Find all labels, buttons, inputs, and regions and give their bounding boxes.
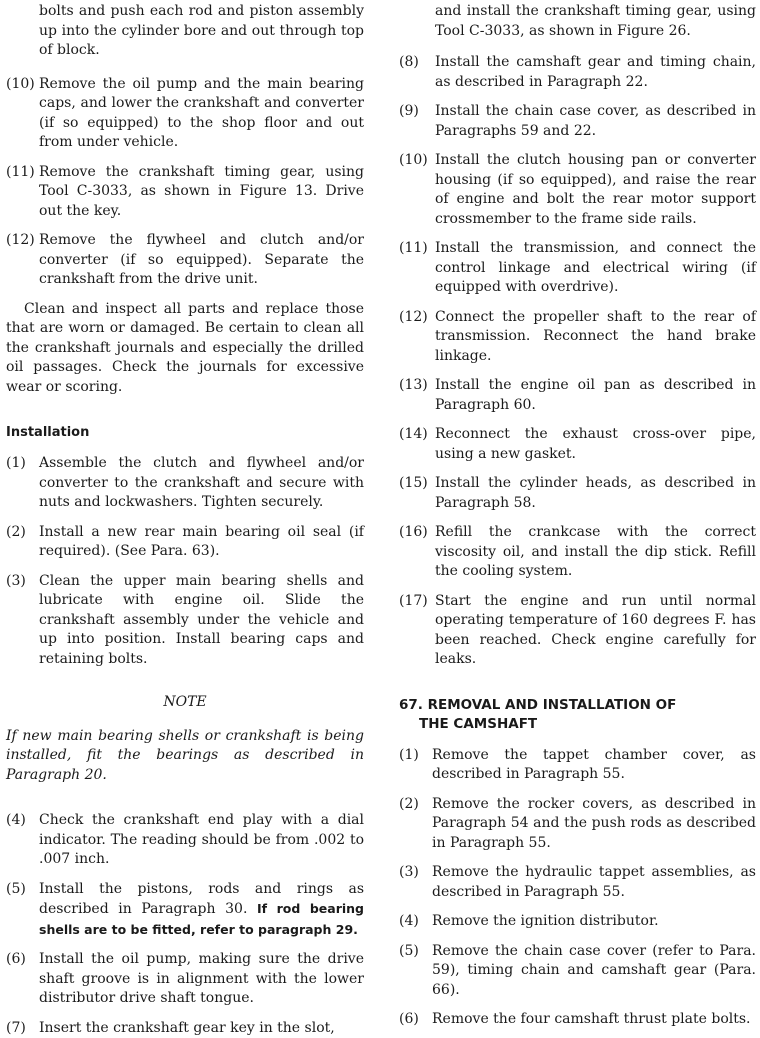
note-text: If new main bearing shells or crankshaft is being installed, fit the bearings as described in Paragraph 20. [6, 727, 364, 786]
item-number: (6) [6, 950, 39, 1009]
list-item [6, 523, 364, 562]
item-text: Refill the crankcase with the correct viscosity oil, and install the dip stick. Refill the cooling system. [435, 523, 756, 582]
note-title: NOTE [6, 693, 364, 713]
item-text: Install a new rear main bearing oil seal (if required). (See Para. 63). [39, 523, 364, 562]
item-number: (4) [399, 912, 432, 932]
item-number: (1) [399, 746, 432, 785]
list-item [399, 474, 756, 513]
item-number: (4) [6, 811, 39, 870]
item-number: (7) [6, 1019, 39, 1038]
list-item [399, 863, 756, 902]
list-item [6, 163, 364, 222]
item-text: Reconnect the exhaust cross-over pipe, using a new gasket. [435, 425, 756, 464]
item-text: Remove the oil pump and the main bearing caps, and lower the crankshaft and converter (if so equipped) to the shop floor and out from under vehicle. [39, 75, 364, 153]
list-item [399, 376, 756, 415]
item-number: (11) [6, 163, 39, 222]
item-text: Connect the propeller shaft to the rear of transmission. Reconnect the hand brake linkage. [435, 308, 756, 367]
item-text: Install the engine oil pan as described in Paragraph 60. [435, 376, 756, 415]
item-text-bold: If rod bearing shells are to be fitted, refer to paragraph 29. [39, 901, 364, 937]
item-text [39, 880, 364, 941]
item-number: (10) [6, 75, 39, 153]
list-item [399, 523, 756, 582]
item-text-regular: Install the pistons, rods and rings as described in Paragraph 30. [39, 881, 364, 918]
right-column [399, 0, 756, 1030]
item-number: (1) [6, 454, 39, 513]
list-item [399, 942, 756, 1001]
list-item [399, 239, 756, 298]
list-item [399, 746, 756, 785]
item-number: (5) [399, 942, 432, 1001]
item-number: (12) [6, 231, 39, 290]
list-item [6, 75, 364, 153]
list-item [399, 102, 756, 141]
item-text: Remove the flywheel and clutch and/or converter (if so equipped). Separate the crankshaft from the drive unit. [39, 231, 364, 290]
item-number: (16) [399, 523, 435, 582]
item-text: Remove the tappet chamber cover, as described in Paragraph 55. [432, 746, 756, 785]
list-item [6, 231, 364, 290]
item-text: Assemble the clutch and flywheel and/or converter to the crankshaft and secure with nuts and lockwashers. Tighten securely. [39, 454, 364, 513]
item-number: (5) [6, 880, 39, 941]
item-text: Install the clutch housing pan or converter housing (if so equipped), and raise the rear of engine and bolt the rear motor support crossmember to the frame side rails. [435, 151, 756, 229]
installation-heading: Installation [6, 423, 364, 442]
right-steps-list [399, 53, 756, 670]
item-text: Remove the rocker covers, as described in Paragraph 54 and the push rods as described in Paragraph 55. [432, 795, 756, 854]
item-text: Remove the ignition distributor. [432, 912, 756, 932]
section-heading [399, 696, 756, 734]
list-item [399, 795, 756, 854]
item-number: (2) [399, 795, 432, 854]
item-text: Remove the chain case cover (refer to Para. 59), timing chain and camshaft gear (Para. 66). [432, 942, 756, 1001]
item-text: Start the engine and run until normal operating temperature of 160 degrees F. has been reached. Check engine carefully for leaks. [435, 592, 756, 670]
item-text: Install the transmission, and connect the control linkage and electrical wiring (if equipped with overdrive). [435, 239, 756, 298]
right-continuation: and install the crankshaft timing gear, using Tool C-3033, as shown in Figure 26. [399, 2, 756, 41]
item-number: (15) [399, 474, 435, 513]
list-item [6, 1019, 364, 1038]
item-number: (10) [399, 151, 435, 229]
list-item [399, 308, 756, 367]
list-item [399, 592, 756, 670]
item-number: (3) [399, 863, 432, 902]
item-number: (3) [6, 572, 39, 670]
clean-paragraph: Clean and inspect all parts and replace those that are worn or damaged. Be certain to clean all the crankshaft journals and especially the drilled oil passages. Check the journals for excessive wear or scoring. [6, 300, 364, 398]
item-number: (2) [6, 523, 39, 562]
intro-continuation: bolts and push each rod and piston assembly up into the cylinder bore and out through top of block. [6, 2, 364, 61]
item-number: (17) [399, 592, 435, 670]
item-number: (12) [399, 308, 435, 367]
item-text: Install the chain case cover, as described in Paragraphs 59 and 22. [435, 102, 756, 141]
list-item [399, 53, 756, 92]
list-item [399, 912, 756, 932]
item-text: Install the oil pump, making sure the drive shaft groove is in alignment with the lower distributor drive shaft tongue. [39, 950, 364, 1009]
list-item [399, 425, 756, 464]
list-item [6, 950, 364, 1009]
item-number: (8) [399, 53, 435, 92]
item-number: (11) [399, 239, 435, 298]
list-item [399, 151, 756, 229]
item-number: (9) [399, 102, 435, 141]
item-text: Remove the crankshaft timing gear, using Tool C-3033, as shown in Figure 13. Drive out the key. [39, 163, 364, 222]
list-item [6, 454, 364, 513]
item-text: Remove the hydraulic tappet assemblies, as described in Paragraph 55. [432, 863, 756, 902]
section-heading-line1: 67. REMOVAL AND INSTALLATION OF [399, 697, 676, 713]
item-text: Check the crankshaft end play with a dial indicator. The reading should be from .002 to .007 inch. [39, 811, 364, 870]
list-item [6, 572, 364, 670]
item-text: Clean the upper main bearing shells and lubricate with engine oil. Slide the crankshaft assembly under the vehicle and up into position. Install bearing caps and retaining bolts. [39, 572, 364, 670]
list-item [6, 880, 364, 941]
list-item [399, 1010, 756, 1030]
item-number: (13) [399, 376, 435, 415]
item-text: Remove the four camshaft thrust plate bolts. [432, 1010, 756, 1030]
item-text: Install the cylinder heads, as described in Paragraph 58. [435, 474, 756, 513]
item-number: (14) [399, 425, 435, 464]
list-item [6, 811, 364, 870]
section-heading-line2: THE CAMSHAFT [399, 715, 756, 734]
item-text: Install the camshaft gear and timing chain, as described in Paragraph 22. [435, 53, 756, 92]
item-number: (6) [399, 1010, 432, 1030]
item-text: Insert the crankshaft gear key in the slot, [39, 1019, 364, 1038]
left-column [6, 0, 364, 1038]
